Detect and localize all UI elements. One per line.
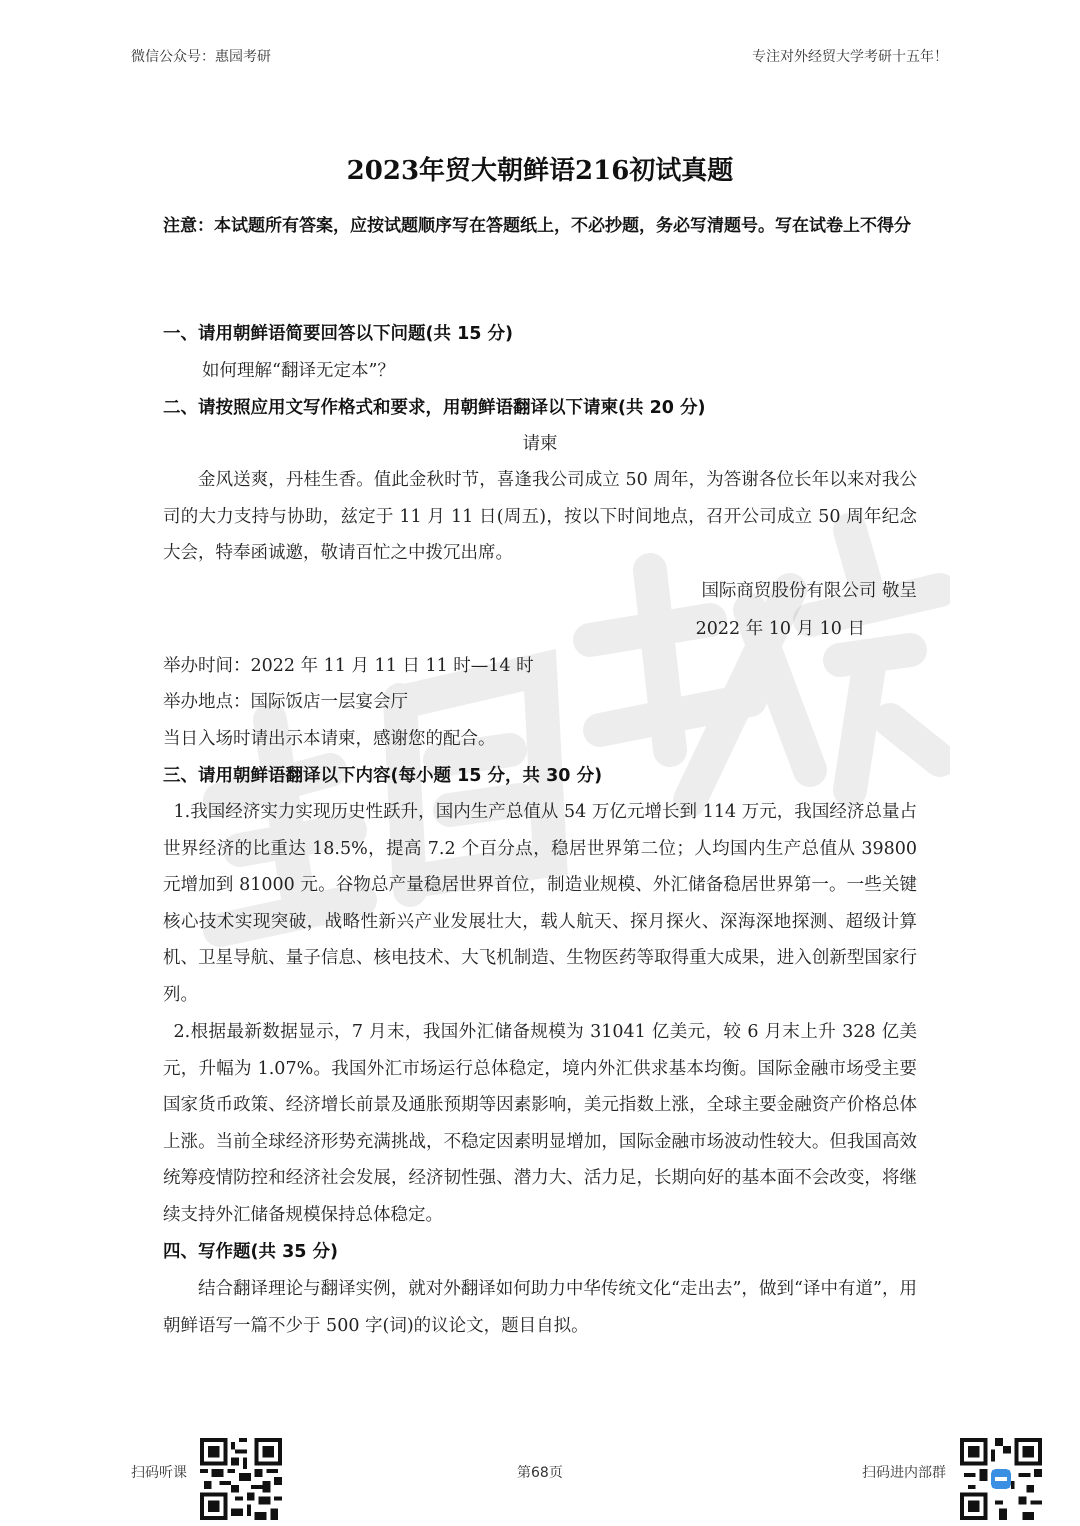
section4-heading: 四、写作题(共 35 分) (163, 1242, 339, 1262)
letter-title: 请柬 (522, 434, 558, 454)
event-time: 举办时间：2022 年 11 月 11 日 11 时—14 时 (163, 656, 534, 676)
event-place: 举办地点：国际饭店一层宴会厅 (163, 692, 408, 712)
footer-left-label: 扫码听课 (131, 1465, 187, 1481)
section1-heading: 一、请用朝鲜语简要回答以下问题(共 15 分) (163, 324, 514, 344)
section3-heading: 三、请用朝鲜语翻译以下内容(每小题 15 分，共 30 分) (163, 766, 603, 786)
exam-notice: 注意：本试题所有答案，应按试题顺序写在答题纸上，不必抄题，务必写清题号。写在试卷上不得分 (163, 216, 911, 236)
letter-date: 2022 年 10 月 10 日 (695, 619, 865, 639)
qr-code-course (200, 1438, 282, 1520)
section1-question: 如何理解“翻译无定本”？ (202, 361, 395, 381)
section3-question-1: 1.我国经济实力实现历史性跃升，国内生产总值从 54 万亿元增长到 114 万元，我国经济总量占世界经济的比重达 18.5%，提高 7.2 个百分点，稳居世界第二位；人均国内生产总值从 39800 元增加到 81000 元。谷物总产量稳居世界首位，制造业规模、外汇储备稳居世界第一。一些关键核心技术实现突破，战略性新兴产业发展壮大，载人航天、探月探火、深海深地探测、超级计算机、卫星导航、量子信息、核电技术、大飞机制造、生物医药等取得重大成果，进入创新型国家行列。 (163, 802, 917, 1005)
letter-signature: 国际商贸股份有限公司 敬呈 (701, 581, 917, 601)
page-title: 2023年贸大朝鲜语216初试真题 (346, 156, 734, 186)
letter-body: 金风送爽，丹桂生香。值此金秋时节，喜逢我公司成立 50 周年，为答谢各位长年以来对我公司的大力支持与协助，兹定于 11 月 11 日(周五)，按以下时间地点，召开公司成立 50 周年纪念大会，特奉函诚邀，敬请百忙之中拨冗出席。 (163, 470, 917, 563)
footer-right-label: 扫码进内部群 (862, 1465, 946, 1481)
page-number: 第68页 (517, 1465, 563, 1481)
qr-code-group (960, 1438, 1042, 1520)
section2-heading: 二、请按照应用文写作格式和要求，用朝鲜语翻译以下请柬(共 20 分) (163, 398, 706, 418)
event-note: 当日入场时请出示本请柬，感谢您的配合。 (163, 729, 496, 749)
section4-body: 结合翻译理论与翻译实例，就对外翻译如何助力中华传统文化“走出去”，做到“译中有道”，用朝鲜语写一篇不少于 500 字(词)的议论文，题目自拟。 (163, 1279, 917, 1336)
header-right: 专注对外经贸大学考研十五年！ (752, 49, 948, 65)
section3-question-2: 2.根据最新数据显示，7 月末，我国外汇储备规模为 31041 亿美元，较 6 月末上升 328 亿美元，升幅为 1.07%。我国外汇市场运行总体稳定，境内外汇供求基本均衡。国际金融市场受主要国家货币政策、经济增长前景及通胀预期等因素影响，美元指数上涨，全球主要金融资产价格总体上涨。当前全球经济形势充满挑战，不稳定因素明显增加，国际金融市场波动性较大。但我国高效统筹疫情防控和经济社会发展，经济韧性强、潜力大、活力足，长期向好的基本面不会改变，将继续支持外汇储备规模保持总体稳定。 (163, 1022, 917, 1225)
header-left: 微信公众号：惠园考研 (131, 49, 271, 65)
